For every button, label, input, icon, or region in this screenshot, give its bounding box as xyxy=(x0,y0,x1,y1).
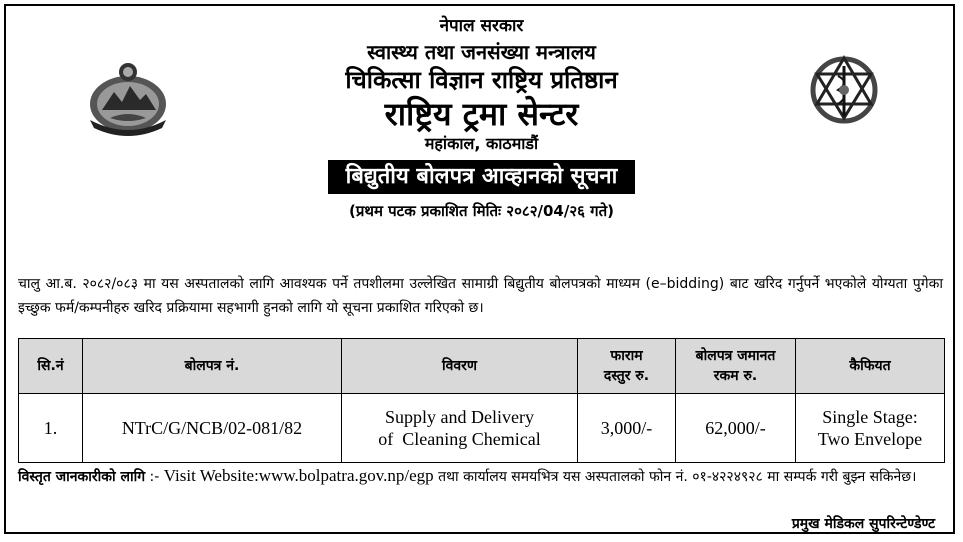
details-text: तथा कार्यालय समयभित्र यस अस्पतालको फोन नं. ०१-४२२४९२८ मा सम्पर्क गरी बुझ्न सकिनेछ। xyxy=(433,469,917,485)
details-separator: :- xyxy=(145,469,164,485)
bid-security-header-line1: बोलपत्र जमानत xyxy=(695,348,776,364)
col-header-bid-security xyxy=(676,339,796,394)
table-row xyxy=(19,394,945,463)
ministry-name: स्वास्थ्य तथा जनसंख्या मन्त्रालय xyxy=(367,40,596,64)
bid-security-header-line2: रकम रु. xyxy=(713,368,758,384)
signatory-title: प्रमुख मेडिकल सुपरिन्टेण्डेण्ट xyxy=(791,516,935,532)
cell-sn: 1. xyxy=(19,394,83,463)
website-link[interactable]: Visit Website:www.bolpatra.gov.np/egp xyxy=(163,466,434,485)
institute-name: चिकित्सा विज्ञान राष्ट्रिय प्रतिष्ठान xyxy=(345,66,618,94)
table-header-row xyxy=(19,339,945,394)
description-line2: of Cleaning Chemical xyxy=(378,429,541,449)
remarks-line1: Single Stage: xyxy=(822,407,918,427)
cell-remarks xyxy=(796,394,945,463)
details-label: विस्तृत जानकारीको लागि xyxy=(18,469,146,485)
cell-form-fee: 3,000/- xyxy=(578,394,676,463)
publication-date: (प्रथम पटक प्रकाशित मितिः २०८२/04/२६ गते) xyxy=(348,202,615,221)
cell-bid-no: NTrC/G/NCB/02-081/82 xyxy=(83,394,342,463)
col-header-remarks: कैफियत xyxy=(796,339,945,394)
intro-paragraph: चालु आ.ब. २०८२/०८३ मा यस अस्पतालको लागि आवश्यक पर्ने तपशीलमा उल्लेखित सामाग्री बिद्युतीय बोलपत्रको माध्यम (e–bidding) बाट खरिद गर्नुपर्ने भएकोले योग्यता पुगेका इच्छुक फर्म/कम्पनीहरु खरिद प्रक्रियामा सहभागी हुनको लागि यो सूचना प्रकाशित गरिएको छ। xyxy=(18,276,943,316)
details-paragraph xyxy=(18,464,943,489)
form-fee-header-line2: दस्तुर रु. xyxy=(603,368,650,384)
center-location: महांकाल, काठमाडौं xyxy=(424,134,539,153)
government-name: नेपाल सरकार xyxy=(439,16,524,36)
remarks-line2: Two Envelope xyxy=(817,429,923,449)
col-header-bid-no: बोलपत्र नं. xyxy=(83,339,342,394)
col-header-form-fee xyxy=(578,339,676,394)
cell-bid-security: 62,000/- xyxy=(676,394,796,463)
col-header-description: विवरण xyxy=(342,339,578,394)
letterhead xyxy=(6,14,957,221)
col-header-sn: सि.नं xyxy=(19,339,83,394)
cell-description xyxy=(342,394,578,463)
form-fee-header-line1: फाराम xyxy=(610,348,643,364)
description-line1: Supply and Delivery xyxy=(385,407,534,427)
notice-title: बिद्युतीय बोलपत्र आव्हानको सूचना xyxy=(328,160,636,194)
notice-frame xyxy=(4,4,955,534)
tender-table xyxy=(18,338,945,463)
center-name: राष्ट्रिय ट्रमा सेन्टर xyxy=(384,95,579,133)
